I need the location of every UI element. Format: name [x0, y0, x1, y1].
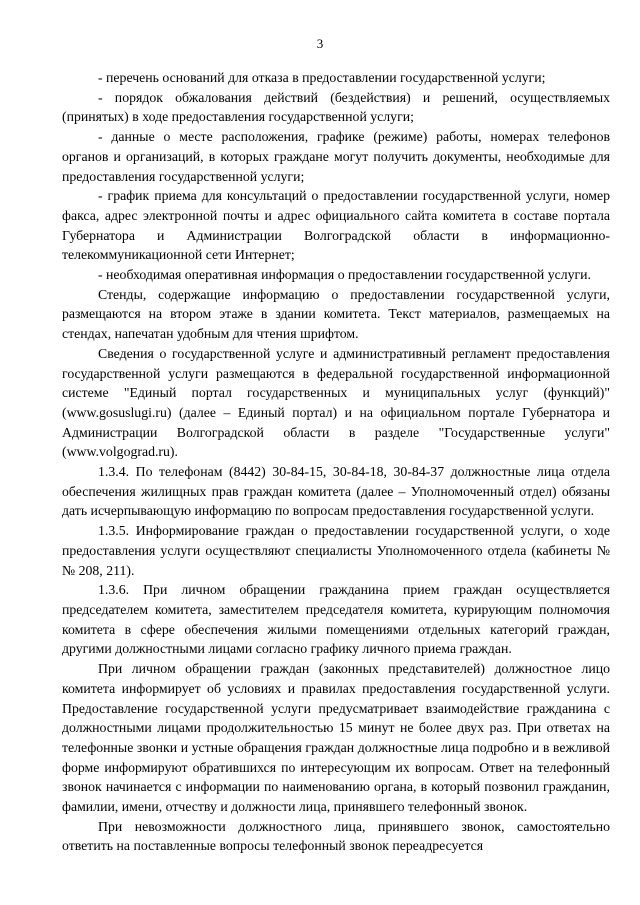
paragraph-personal-visit: При личном обращении граждан (законных представителей) должностное лицо комитета информирует об условиях и правилах предоставления государственной услуги. Предоставление государственной услуги предусматривает взаимодействие гражданина с должностными лицами продолжительностью 15 минут не более двух раз. При ответах на телефонные звонки и устные обращения граждан должностные лица подробно и в вежливой форме информируют обратившихся по интересующим их вопросам. Ответ на телефонный звонок начинается с информации по наименованию органа, в который позвонил гражданин, фамилии, имени, отчеству и должности лица, принявшего телефонный звонок.	[62, 661, 610, 815]
document-body	[62, 68, 610, 856]
paragraph-section-1-3-5: 1.3.5. Информирование граждан о предоставлении государственной услуги, о ходе предоставления услуги осуществляют специалисты Уполномоченного отдела (кабинеты №№ 208, 211).	[62, 523, 610, 578]
paragraph-section-1-3-4: 1.3.4. По телефонам (8442) 30-84-15, 30-84-18, 30-84-37 должностные лица отдела обеспечения жилищных прав граждан комитета (далее – Уполномоченный отдел) обязаны дать исчерпывающую информацию по вопросам предоставления государственной услуги.	[62, 464, 610, 519]
list-item-refusal-grounds: - перечень оснований для отказа в предоставлении государственной услуги;	[98, 70, 546, 85]
paragraph-info-stands: Стенды, содержащие информацию о предоставлении государственной услуги, размещаются на втором этаже в здании комитета. Текст материалов, размещаемых на стендах, напечатан удобным для чтения шрифтом.	[62, 286, 610, 342]
list-item-operational-info: - необходимая оперативная информация о предоставлении государственной услуги.	[98, 267, 591, 283]
page-number: 3	[316, 36, 324, 51]
list-item-consultation-schedule: - график приема для консультаций о предоставлении государственной услуги, номер факса, адрес электронной почты и адрес официального сайта комитета в составе портала Губернатора и Администрации Волгоградской области в информационно-телекоммуникационной сети Интернет;	[62, 188, 610, 263]
list-item-office-location: - данные о месте расположения, графике (режиме) работы, номерах телефонов органов и организаций, в которых граждане могут получить документы, необходимые для предоставления государственной услуги;	[62, 129, 610, 184]
paragraph-section-1-3-6: 1.3.6. При личном обращении гражданина прием граждан осуществляется председателем комитета, заместителем председателя комитета, курирующим полномочия комитета в сфере обеспечения жилыми помещениями отдельных категорий граждан, другими должностными лицами согласно графику личного приема граждан.	[62, 582, 610, 657]
paragraph-call-redirect: При невозможности должностного лица, принявшего звонок, самостоятельно ответить на поставленные вопросы телефонный звонок переадресуется	[62, 818, 610, 854]
list-item-appeal-procedure: - порядок обжалования действий (бездействия) и решений, осуществляемых (принятых) в ходе предоставления государственной услуги;	[62, 89, 610, 125]
paragraph-portal-info: Сведения о государственной услуге и административный регламент предоставления государственной услуги размещаются в федеральной государственной информационной системе "Единый портал государственных и муниципальных услуг (функций)" (www.gosuslugi.ru) (далее – Единый портал) и на официальном портале Губернатора и Администрации Волгоградской области в разделе "Государственные услуги" (www.volgograd.ru).	[62, 345, 610, 460]
